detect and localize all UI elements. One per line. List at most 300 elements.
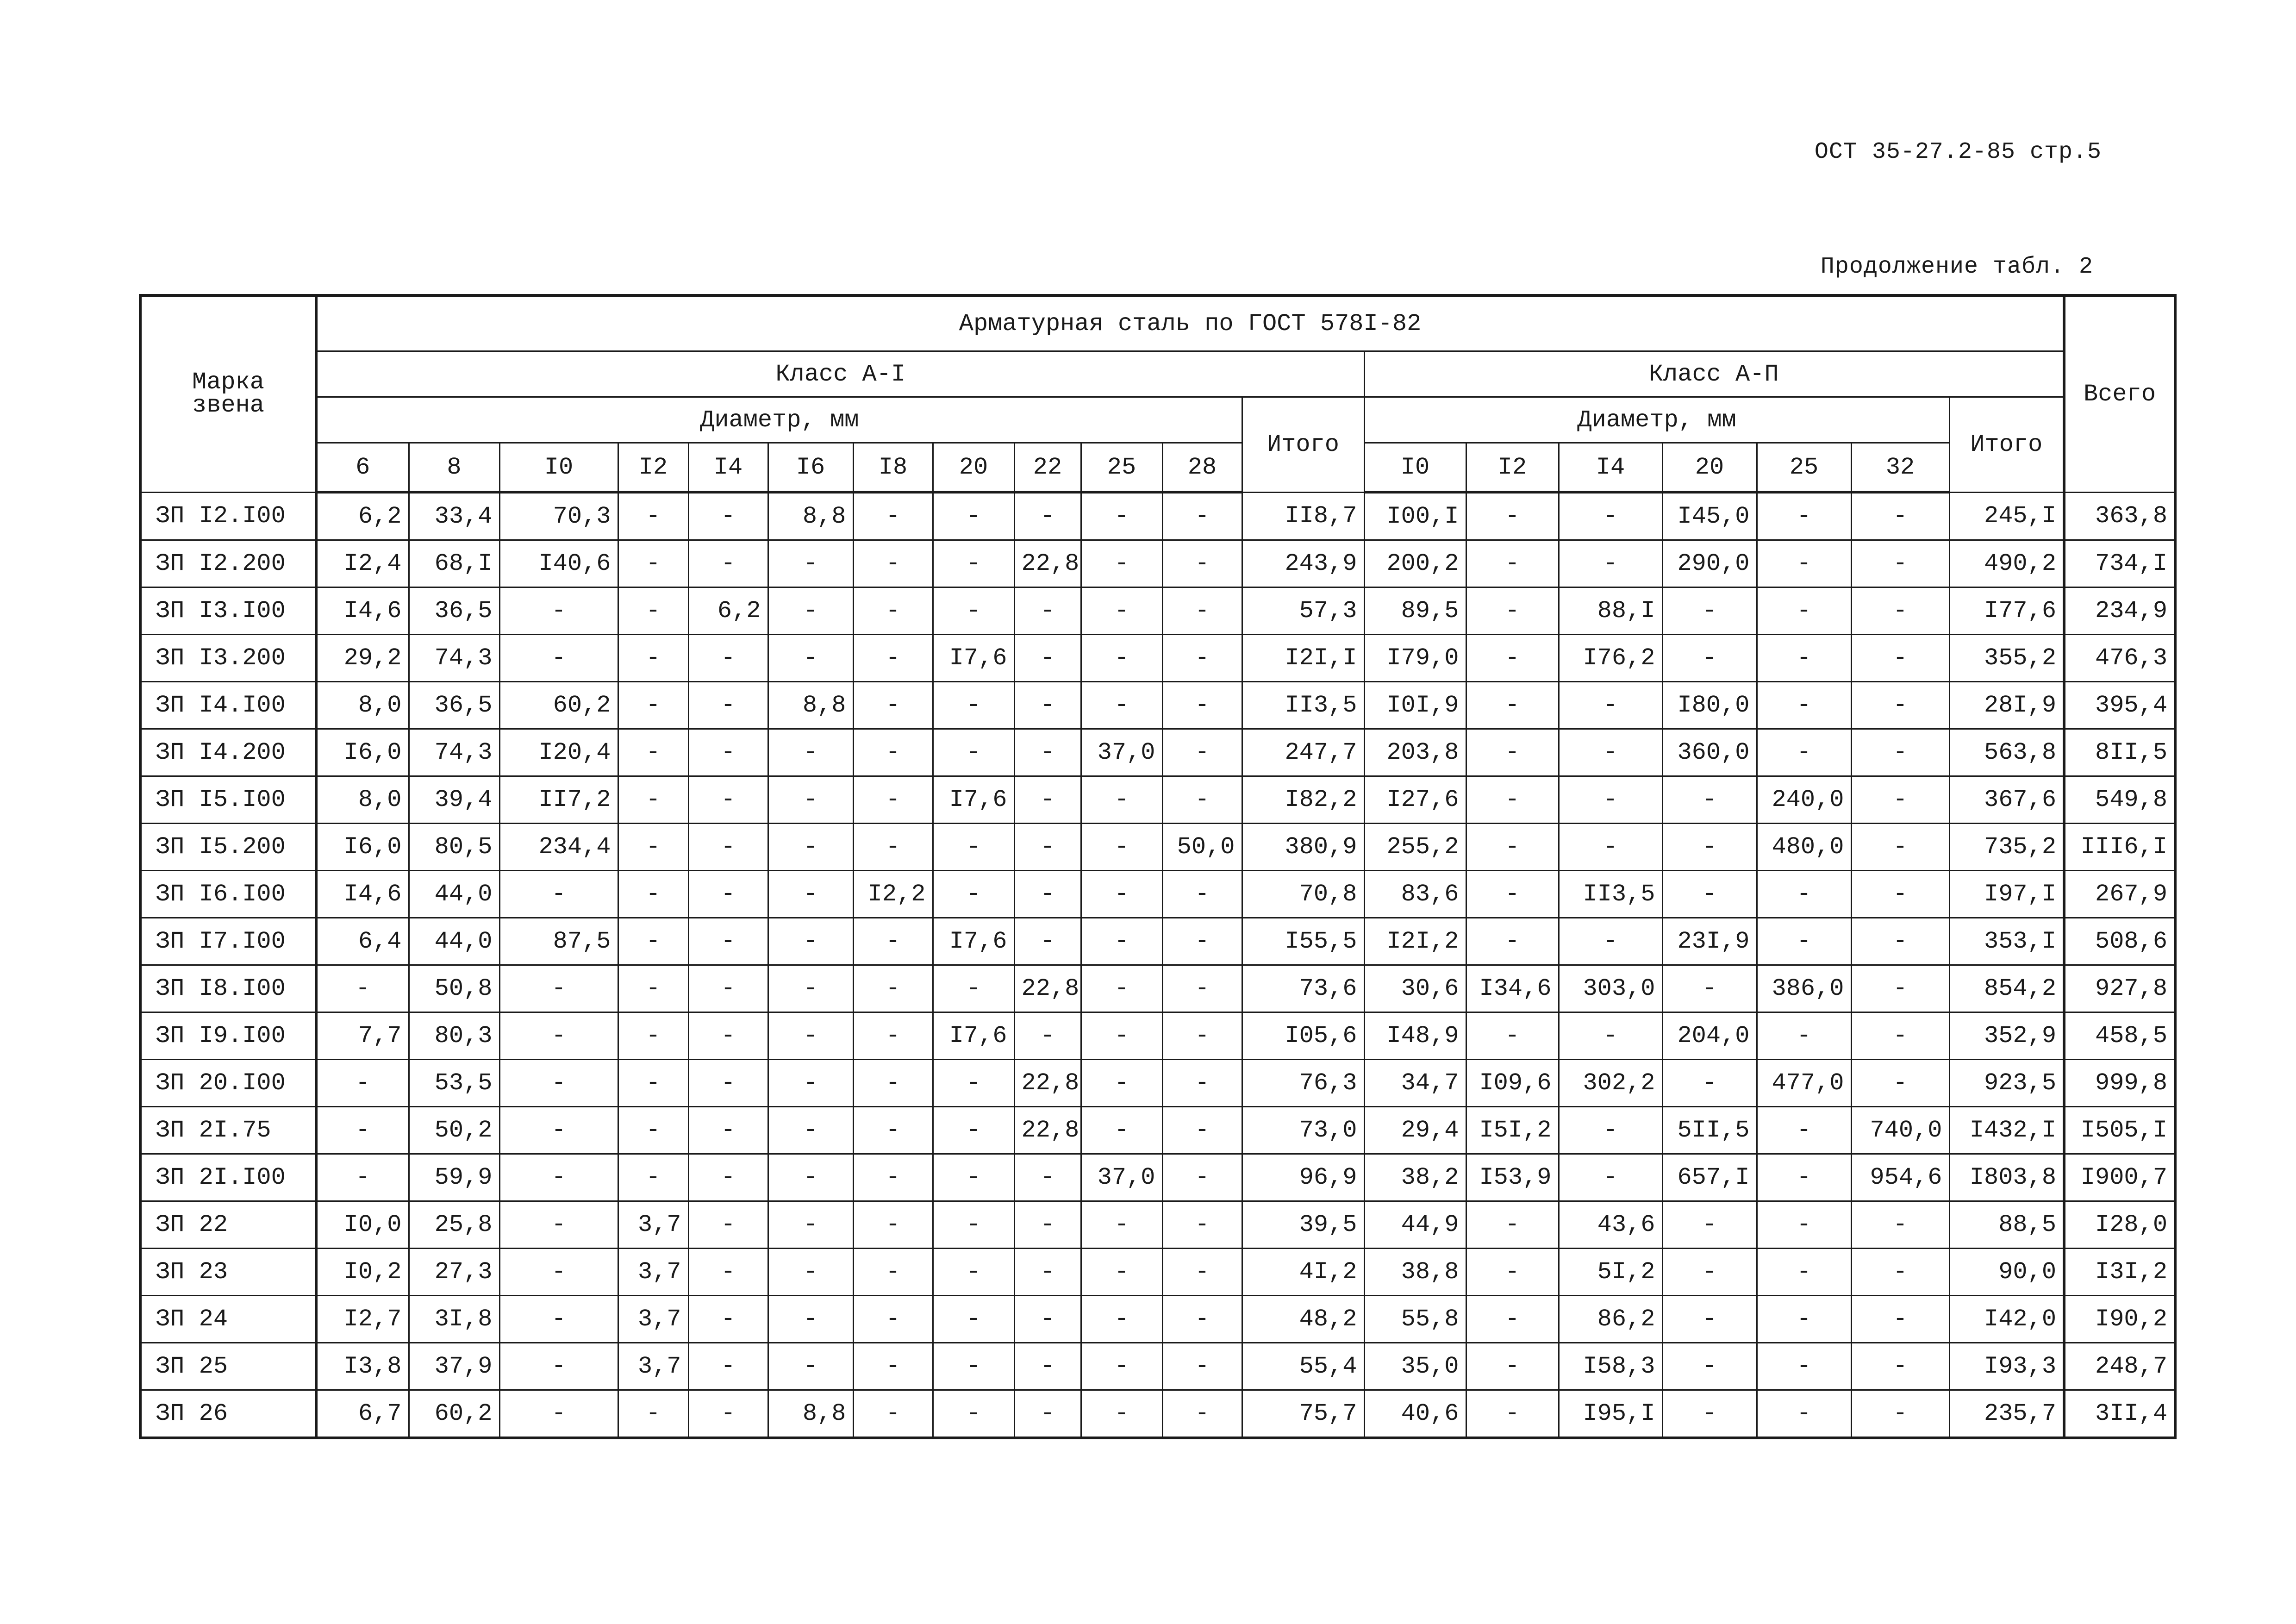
a1-value: 74,3 — [409, 635, 499, 682]
header-a2-diameter: I2 — [1466, 443, 1559, 493]
a1-value: - — [1162, 1296, 1242, 1343]
a1-value: II7,2 — [499, 776, 618, 824]
row-total: 267,9 — [2064, 871, 2175, 918]
a1-value: - — [853, 1201, 933, 1249]
a2-value: - — [1757, 1343, 1851, 1390]
a2-value: - — [1466, 1390, 1559, 1438]
a1-value: 50,0 — [1162, 824, 1242, 871]
header-a1-diameter: 25 — [1081, 443, 1162, 493]
a2-value: - — [1851, 1012, 1949, 1060]
a1-total: I2I,I — [1242, 635, 1364, 682]
a1-value: - — [933, 824, 1014, 871]
a2-value: I34,6 — [1466, 965, 1559, 1012]
a1-value: - — [1014, 635, 1081, 682]
a2-total: 923,5 — [1949, 1060, 2064, 1107]
a1-value: - — [768, 776, 853, 824]
table-row — [140, 918, 2175, 965]
a2-value: - — [1757, 1154, 1851, 1201]
header-a1-diameter: 28 — [1162, 443, 1242, 493]
a1-value: - — [1081, 1060, 1162, 1107]
a2-value: - — [1559, 729, 1662, 776]
a2-value: - — [1851, 635, 1949, 682]
a1-value: - — [853, 1012, 933, 1060]
header-class-a2: Класс А-П — [1364, 351, 2064, 397]
a1-value: - — [688, 1060, 768, 1107]
row-total: III6,I — [2064, 824, 2175, 871]
a1-value: - — [853, 776, 933, 824]
a2-value: - — [1757, 635, 1851, 682]
a1-value: - — [853, 1343, 933, 1390]
a2-value: - — [1757, 1107, 1851, 1154]
a2-value: - — [1662, 587, 1757, 635]
a1-value: - — [768, 918, 853, 965]
a2-value: - — [1559, 1154, 1662, 1201]
a1-value: - — [688, 824, 768, 871]
header-class-a1: Класс А-I — [316, 351, 1364, 397]
header-brand-line2: звена — [192, 392, 265, 419]
a1-value: - — [1162, 871, 1242, 918]
a2-value: - — [1466, 587, 1559, 635]
a1-total: I05,6 — [1242, 1012, 1364, 1060]
a2-value: - — [1851, 1343, 1949, 1390]
a2-value: 43,6 — [1559, 1201, 1662, 1249]
a1-value: - — [1014, 1249, 1081, 1296]
a1-value: - — [1014, 492, 1081, 540]
a2-value: - — [1851, 824, 1949, 871]
a2-value: 360,0 — [1662, 729, 1757, 776]
a1-value: - — [1014, 587, 1081, 635]
row-brand: ЗП 2I.I00 — [140, 1154, 316, 1201]
header-diameter-a2: Диаметр, мм — [1364, 397, 1949, 443]
a1-value: 22,8 — [1014, 1060, 1081, 1107]
a2-value: - — [1559, 1012, 1662, 1060]
a1-value: 60,2 — [409, 1390, 499, 1438]
a1-value: 3,7 — [618, 1343, 688, 1390]
a1-value: - — [618, 1060, 688, 1107]
row-total: 248,7 — [2064, 1343, 2175, 1390]
a1-value: 8,0 — [316, 776, 409, 824]
a2-value: - — [1851, 729, 1949, 776]
a1-value: - — [688, 1390, 768, 1438]
a1-total: I55,5 — [1242, 918, 1364, 965]
a1-value: - — [768, 729, 853, 776]
a2-total: 28I,9 — [1949, 682, 2064, 729]
a1-value: - — [688, 1296, 768, 1343]
row-brand: ЗП I6.I00 — [140, 871, 316, 918]
a1-value: I6,0 — [316, 729, 409, 776]
a2-value: 89,5 — [1364, 587, 1466, 635]
a1-total: 55,4 — [1242, 1343, 1364, 1390]
a2-total: 563,8 — [1949, 729, 2064, 776]
a2-value: - — [1757, 587, 1851, 635]
a1-value: I7,6 — [933, 918, 1014, 965]
row-brand: ЗП 22 — [140, 1201, 316, 1249]
a1-value: - — [1162, 635, 1242, 682]
header-a1-diameter: 22 — [1014, 443, 1081, 493]
a2-total: I432,I — [1949, 1107, 2064, 1154]
a1-value: - — [933, 1343, 1014, 1390]
a1-value: 36,5 — [409, 587, 499, 635]
table-row — [140, 871, 2175, 918]
a1-value: - — [768, 1107, 853, 1154]
a1-value: - — [1162, 1107, 1242, 1154]
a1-value: - — [768, 1296, 853, 1343]
a1-value: - — [768, 871, 853, 918]
a1-value: - — [499, 1107, 618, 1154]
a2-value: - — [1559, 682, 1662, 729]
a1-value: 22,8 — [1014, 1107, 1081, 1154]
a1-value: 8,8 — [768, 1390, 853, 1438]
header-a1-diameter: I0 — [499, 443, 618, 493]
a1-value: - — [1014, 871, 1081, 918]
a2-value: I27,6 — [1364, 776, 1466, 824]
a1-value: - — [1081, 1201, 1162, 1249]
a2-value: - — [1466, 1343, 1559, 1390]
a1-value: 50,2 — [409, 1107, 499, 1154]
row-total: I900,7 — [2064, 1154, 2175, 1201]
a2-value: 480,0 — [1757, 824, 1851, 871]
table-row — [140, 1060, 2175, 1107]
a1-value: - — [1014, 1012, 1081, 1060]
a1-value: - — [933, 1201, 1014, 1249]
a2-value: - — [1757, 1390, 1851, 1438]
a2-total: 235,7 — [1949, 1390, 2064, 1438]
a2-value: 88,I — [1559, 587, 1662, 635]
a2-value: 203,8 — [1364, 729, 1466, 776]
a1-value: - — [1162, 729, 1242, 776]
a1-value: - — [933, 1296, 1014, 1343]
a1-value: 68,I — [409, 540, 499, 587]
a1-value: - — [768, 587, 853, 635]
a2-total: 735,2 — [1949, 824, 2064, 871]
a1-value: - — [853, 635, 933, 682]
a1-value: I2,4 — [316, 540, 409, 587]
table-row — [140, 635, 2175, 682]
a2-value: 29,4 — [1364, 1107, 1466, 1154]
a1-value: 37,0 — [1081, 729, 1162, 776]
a1-value: - — [618, 1107, 688, 1154]
a1-value: - — [933, 1060, 1014, 1107]
a2-value: - — [1466, 824, 1559, 871]
a2-value: - — [1851, 1249, 1949, 1296]
a1-value: - — [499, 1012, 618, 1060]
a1-value: - — [933, 871, 1014, 918]
a1-value: I6,0 — [316, 824, 409, 871]
a1-value: - — [688, 729, 768, 776]
a1-value: - — [1081, 1296, 1162, 1343]
a2-value: 386,0 — [1757, 965, 1851, 1012]
header-a2-diameter: 32 — [1851, 443, 1949, 493]
header-brand-line1: Марка — [192, 369, 265, 396]
a1-value: - — [1014, 1296, 1081, 1343]
a1-value: 3,7 — [618, 1249, 688, 1296]
a1-value: 22,8 — [1014, 965, 1081, 1012]
a2-value: - — [1851, 776, 1949, 824]
a1-value: 50,8 — [409, 965, 499, 1012]
a1-value: - — [1014, 1390, 1081, 1438]
a1-value: - — [853, 1390, 933, 1438]
a2-total: 352,9 — [1949, 1012, 2064, 1060]
row-total: 8II,5 — [2064, 729, 2175, 776]
a2-value: 83,6 — [1364, 871, 1466, 918]
a1-value: - — [688, 635, 768, 682]
row-brand: ЗП I7.I00 — [140, 918, 316, 965]
a1-value: - — [618, 1390, 688, 1438]
a1-value: - — [688, 918, 768, 965]
table-row — [140, 824, 2175, 871]
a2-total: 88,5 — [1949, 1201, 2064, 1249]
a1-value: - — [1081, 965, 1162, 1012]
a1-value: - — [1081, 824, 1162, 871]
a1-value: - — [1081, 871, 1162, 918]
a1-value: - — [768, 1154, 853, 1201]
a2-value: - — [1662, 1390, 1757, 1438]
header-a2-diameter: I4 — [1559, 443, 1662, 493]
header-vsego: Всего — [2064, 295, 2175, 492]
row-total: 508,6 — [2064, 918, 2175, 965]
a1-value: - — [499, 1390, 618, 1438]
a1-value: 8,8 — [768, 682, 853, 729]
row-brand: ЗП I2.I00 — [140, 492, 316, 540]
a2-total: I803,8 — [1949, 1154, 2064, 1201]
a1-total: 39,5 — [1242, 1201, 1364, 1249]
a2-value: I5I,2 — [1466, 1107, 1559, 1154]
a1-value: - — [1081, 492, 1162, 540]
a1-value: 70,3 — [499, 492, 618, 540]
a2-total: 490,2 — [1949, 540, 2064, 587]
a2-value: - — [1559, 824, 1662, 871]
a1-value: - — [1081, 1343, 1162, 1390]
a2-value: 303,0 — [1559, 965, 1662, 1012]
a2-value: I00,I — [1364, 492, 1466, 540]
a2-value: 657,I — [1662, 1154, 1757, 1201]
a1-value: - — [1014, 1201, 1081, 1249]
a2-value: 38,2 — [1364, 1154, 1466, 1201]
a1-value: - — [688, 540, 768, 587]
a1-total: 380,9 — [1242, 824, 1364, 871]
a1-value: - — [618, 682, 688, 729]
a1-value: - — [688, 1201, 768, 1249]
a2-total: I42,0 — [1949, 1296, 2064, 1343]
row-total: 734,I — [2064, 540, 2175, 587]
a2-value: - — [1466, 540, 1559, 587]
a2-value: 200,2 — [1364, 540, 1466, 587]
a1-value: 6,4 — [316, 918, 409, 965]
a1-total: 243,9 — [1242, 540, 1364, 587]
row-brand: ЗП 24 — [140, 1296, 316, 1343]
a1-value: - — [618, 1154, 688, 1201]
a2-value: 38,8 — [1364, 1249, 1466, 1296]
a2-value: - — [1662, 871, 1757, 918]
a2-value: - — [1559, 540, 1662, 587]
a2-value: I0I,9 — [1364, 682, 1466, 729]
a2-value: - — [1851, 965, 1949, 1012]
a2-value: - — [1851, 1201, 1949, 1249]
a2-value: I09,6 — [1466, 1060, 1559, 1107]
a1-value: - — [499, 1060, 618, 1107]
a2-value: - — [1466, 1296, 1559, 1343]
a2-value: 86,2 — [1559, 1296, 1662, 1343]
a1-value: - — [1162, 776, 1242, 824]
a1-total: I82,2 — [1242, 776, 1364, 824]
a1-value: - — [618, 824, 688, 871]
table-caption: Продолжение табл. 2 — [1820, 254, 2093, 280]
a2-value: - — [1757, 1012, 1851, 1060]
a1-value: - — [933, 1249, 1014, 1296]
a2-total: 355,2 — [1949, 635, 2064, 682]
header-a2-diameter: 20 — [1662, 443, 1757, 493]
table-row — [140, 1390, 2175, 1438]
a2-value: - — [1851, 492, 1949, 540]
header-a1-diameter: I8 — [853, 443, 933, 493]
a1-value: - — [1162, 1343, 1242, 1390]
a2-total: 353,I — [1949, 918, 2064, 965]
a1-value: - — [688, 965, 768, 1012]
a2-value: - — [1757, 1201, 1851, 1249]
a2-value: - — [1662, 635, 1757, 682]
a1-value: 22,8 — [1014, 540, 1081, 587]
a2-value: - — [1662, 1249, 1757, 1296]
header-a2-diameter: 25 — [1757, 443, 1851, 493]
table-row — [140, 1201, 2175, 1249]
a1-value: - — [768, 1343, 853, 1390]
a1-value: 59,9 — [409, 1154, 499, 1201]
a2-value: 255,2 — [1364, 824, 1466, 871]
table-body — [140, 492, 2175, 1438]
a1-value: 6,7 — [316, 1390, 409, 1438]
a1-value: - — [1162, 1060, 1242, 1107]
a1-total: 48,2 — [1242, 1296, 1364, 1343]
a1-value: - — [853, 1296, 933, 1343]
a1-value: - — [688, 1343, 768, 1390]
row-brand: ЗП 23 — [140, 1249, 316, 1296]
a1-value: I20,4 — [499, 729, 618, 776]
a2-total: 245,I — [1949, 492, 2064, 540]
row-total: 395,4 — [2064, 682, 2175, 729]
a1-value: - — [499, 1249, 618, 1296]
a1-value: - — [853, 492, 933, 540]
a2-value: - — [1559, 918, 1662, 965]
a1-value: - — [1014, 1343, 1081, 1390]
a2-value: - — [1466, 729, 1559, 776]
table-row — [140, 776, 2175, 824]
a1-value: - — [853, 965, 933, 1012]
a1-value: - — [688, 1012, 768, 1060]
a1-value: - — [618, 918, 688, 965]
a1-value: - — [618, 729, 688, 776]
a1-value: 37,9 — [409, 1343, 499, 1390]
a2-value: 740,0 — [1851, 1107, 1949, 1154]
a1-value: - — [1162, 587, 1242, 635]
a2-value: I80,0 — [1662, 682, 1757, 729]
a1-value: - — [688, 682, 768, 729]
row-total: 999,8 — [2064, 1060, 2175, 1107]
a2-value: 5II,5 — [1662, 1107, 1757, 1154]
a2-value: - — [1851, 1296, 1949, 1343]
row-brand: ЗП I9.I00 — [140, 1012, 316, 1060]
a1-value: - — [316, 965, 409, 1012]
a1-value: - — [853, 918, 933, 965]
header-steel-group: Арматурная сталь по ГОСТ 578I-82 — [316, 295, 2064, 351]
a1-value: 53,5 — [409, 1060, 499, 1107]
a1-value: I2,2 — [853, 871, 933, 918]
row-total: 234,9 — [2064, 587, 2175, 635]
a1-value: I4,6 — [316, 587, 409, 635]
a2-value: 34,7 — [1364, 1060, 1466, 1107]
header-a1-diameter: 6 — [316, 443, 409, 493]
table-row — [140, 1154, 2175, 1201]
header-itogo-a2: Итого — [1949, 397, 2064, 493]
a2-value: 204,0 — [1662, 1012, 1757, 1060]
a1-value: 6,2 — [316, 492, 409, 540]
a1-value: 74,3 — [409, 729, 499, 776]
a1-value: 44,0 — [409, 871, 499, 918]
header-a1-diameter: 20 — [933, 443, 1014, 493]
header-brand — [140, 295, 316, 492]
a1-value: - — [933, 587, 1014, 635]
a2-value: - — [1466, 1012, 1559, 1060]
a1-value: - — [499, 1201, 618, 1249]
a2-value: - — [1662, 965, 1757, 1012]
row-brand: ЗП 25 — [140, 1343, 316, 1390]
a1-value: 33,4 — [409, 492, 499, 540]
a2-value: I58,3 — [1559, 1343, 1662, 1390]
table-row — [140, 492, 2175, 540]
a1-total: 57,3 — [1242, 587, 1364, 635]
row-total: 363,8 — [2064, 492, 2175, 540]
row-total: 476,3 — [2064, 635, 2175, 682]
a2-value: - — [1757, 682, 1851, 729]
a2-value: - — [1757, 1249, 1851, 1296]
a2-value: I76,2 — [1559, 635, 1662, 682]
a1-value: - — [618, 965, 688, 1012]
a2-value: - — [1466, 682, 1559, 729]
a1-value: - — [1162, 1390, 1242, 1438]
a1-value: - — [768, 824, 853, 871]
a1-value: - — [933, 540, 1014, 587]
a1-value: 37,0 — [1081, 1154, 1162, 1201]
a2-value: 40,6 — [1364, 1390, 1466, 1438]
a1-value: - — [768, 1201, 853, 1249]
a1-value: - — [768, 965, 853, 1012]
a2-total: 367,6 — [1949, 776, 2064, 824]
header-a1-diameter: I6 — [768, 443, 853, 493]
row-total: 3II,4 — [2064, 1390, 2175, 1438]
a1-value: 80,3 — [409, 1012, 499, 1060]
a2-total: I77,6 — [1949, 587, 2064, 635]
a2-value: - — [1757, 540, 1851, 587]
a2-value: - — [1851, 1390, 1949, 1438]
a2-value: II3,5 — [1559, 871, 1662, 918]
row-brand: ЗП I8.I00 — [140, 965, 316, 1012]
a2-value: - — [1757, 492, 1851, 540]
a2-value: 954,6 — [1851, 1154, 1949, 1201]
row-total: I3I,2 — [2064, 1249, 2175, 1296]
a1-value: - — [1081, 1390, 1162, 1438]
table-row — [140, 682, 2175, 729]
table-row — [140, 587, 2175, 635]
a1-total: 76,3 — [1242, 1060, 1364, 1107]
a2-value: 302,2 — [1559, 1060, 1662, 1107]
a1-value: - — [499, 1154, 618, 1201]
a2-value: - — [1662, 1296, 1757, 1343]
a2-value: - — [1466, 1249, 1559, 1296]
a2-value: - — [1466, 918, 1559, 965]
a1-value: - — [1014, 1154, 1081, 1201]
table-row — [140, 965, 2175, 1012]
a1-value: - — [768, 1249, 853, 1296]
a2-value: - — [1851, 682, 1949, 729]
